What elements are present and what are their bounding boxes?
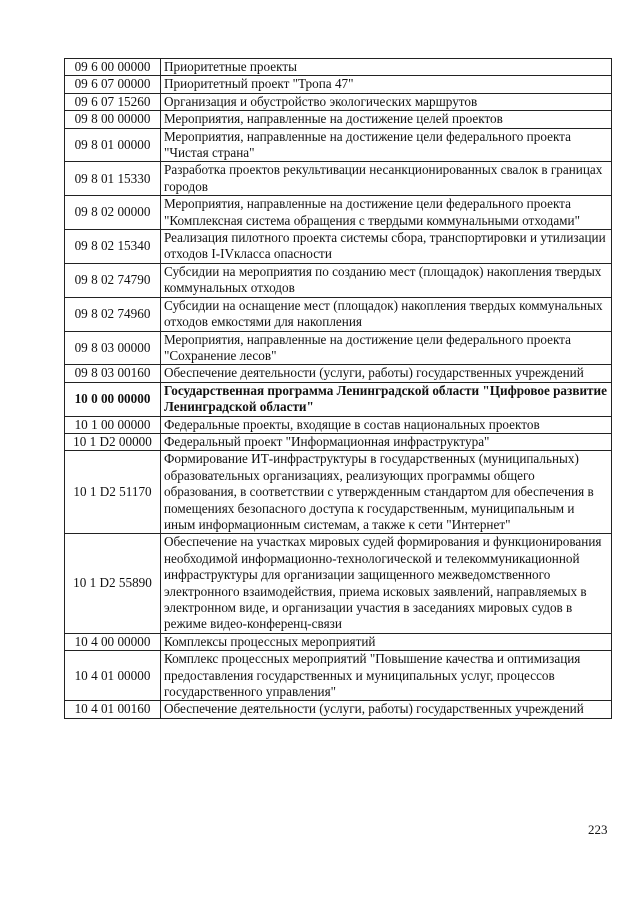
classification-code-cell: 09 8 03 00000 [65,331,161,365]
item-name-cell: Формирование ИТ-инфраструктуры в государственных (муниципальных) образовательных организациях, реализующих программы общего образования, в соответствии с утвержденным стандартом для обеспечения в помещениях безопасного доступа к государственным, муниципальным и иным информационным системам, а также к сети "Интернет" [161,451,612,534]
item-name-cell: Разработка проектов рекультивации несанкционированных свалок в границах городов [161,162,612,196]
item-name-cell: Обеспечение на участках мировых судей формирования и функционирования необходимой информационно-технологической и телекоммуникационной инфраструктуры для организации защищенного межведомственного электронного взаимодействия, приема исковых заявлений, направляемых в электронном виде, и организации участия в заседаниях мировых судов в режиме видео-конференц-связи [161,534,612,633]
classification-code-cell: 10 4 00 00000 [65,633,161,650]
item-name-cell: Мероприятия, направленные на достижение целей проектов [161,111,612,128]
item-name-cell: Реализация пилотного проекта системы сбора, транспортировки и утилизации отходов I-IVкласса опасности [161,230,612,264]
item-name-cell: Федеральные проекты, входящие в состав национальных проектов [161,416,612,433]
classification-code-cell: 10 4 01 00160 [65,701,161,718]
table-row [65,365,612,382]
classification-code-cell: 09 8 02 74960 [65,297,161,331]
table-row [65,76,612,93]
item-name-cell: Мероприятия, направленные на достижение цели федерального проекта "Чистая страна" [161,128,612,162]
classification-code-cell: 10 0 00 00000 [65,382,161,416]
item-name-cell: Мероприятия, направленные на достижение цели федерального проекта "Сохранение лесов" [161,331,612,365]
table-row [65,382,612,416]
table-row [65,701,612,718]
classification-code-cell: 09 8 00 00000 [65,111,161,128]
table-row [65,162,612,196]
classification-code-cell: 10 4 01 00000 [65,651,161,701]
item-name-cell: Комплекс процессных мероприятий "Повышение качества и оптимизация предоставления государственных и муниципальных услуг, процессов государственного управления" [161,651,612,701]
table-row [65,59,612,76]
classification-code-cell: 10 1 D2 51170 [65,451,161,534]
table-row [65,230,612,264]
table-row [65,633,612,650]
classification-code-cell: 10 1 D2 55890 [65,534,161,633]
table-row [65,416,612,433]
classification-code-cell: 09 8 02 74790 [65,263,161,297]
table-row [65,451,612,534]
classification-code-cell: 09 8 01 15330 [65,162,161,196]
item-name-cell: Федеральный проект "Информационная инфраструктура" [161,433,612,450]
classification-code-cell: 10 1 D2 00000 [65,433,161,450]
table-row [65,128,612,162]
table-row [65,297,612,331]
item-name-cell: Мероприятия, направленные на достижение цели федерального проекта "Комплексная система обращения с твердыми коммунальными отходами" [161,196,612,230]
classification-code-cell: 09 8 03 00160 [65,365,161,382]
classification-code-cell: 10 1 00 00000 [65,416,161,433]
classification-code-cell: 09 6 07 15260 [65,93,161,110]
classification-code-cell: 09 8 01 00000 [65,128,161,162]
page-number: 223 [588,822,608,837]
classification-code-cell: 09 8 02 15340 [65,230,161,264]
classification-code-cell: 09 6 00 00000 [65,59,161,76]
table-row [65,651,612,701]
budget-classification-table [64,58,612,719]
table-row [65,111,612,128]
table-row [65,534,612,633]
classification-code-cell: 09 8 02 00000 [65,196,161,230]
item-name-cell: Приоритетные проекты [161,59,612,76]
table-row [65,93,612,110]
item-name-cell: Организация и обустройство экологических маршрутов [161,93,612,110]
table-row [65,196,612,230]
table-row [65,433,612,450]
item-name-cell: Приоритетный проект "Тропа 47" [161,76,612,93]
table-row [65,331,612,365]
item-name-cell: Обеспечение деятельности (услуги, работы) государственных учреждений [161,701,612,718]
classification-code-cell: 09 6 07 00000 [65,76,161,93]
table-row [65,263,612,297]
item-name-cell: Субсидии на оснащение мест (площадок) накопления твердых коммунальных отходов емкостями для накопления [161,297,612,331]
item-name-cell: Комплексы процессных мероприятий [161,633,612,650]
item-name-cell: Субсидии на мероприятия по созданию мест (площадок) накопления твердых коммунальных отходов [161,263,612,297]
item-name-cell: Государственная программа Ленинградской области "Цифровое развитие Ленинградской области" [161,382,612,416]
item-name-cell: Обеспечение деятельности (услуги, работы) государственных учреждений [161,365,612,382]
